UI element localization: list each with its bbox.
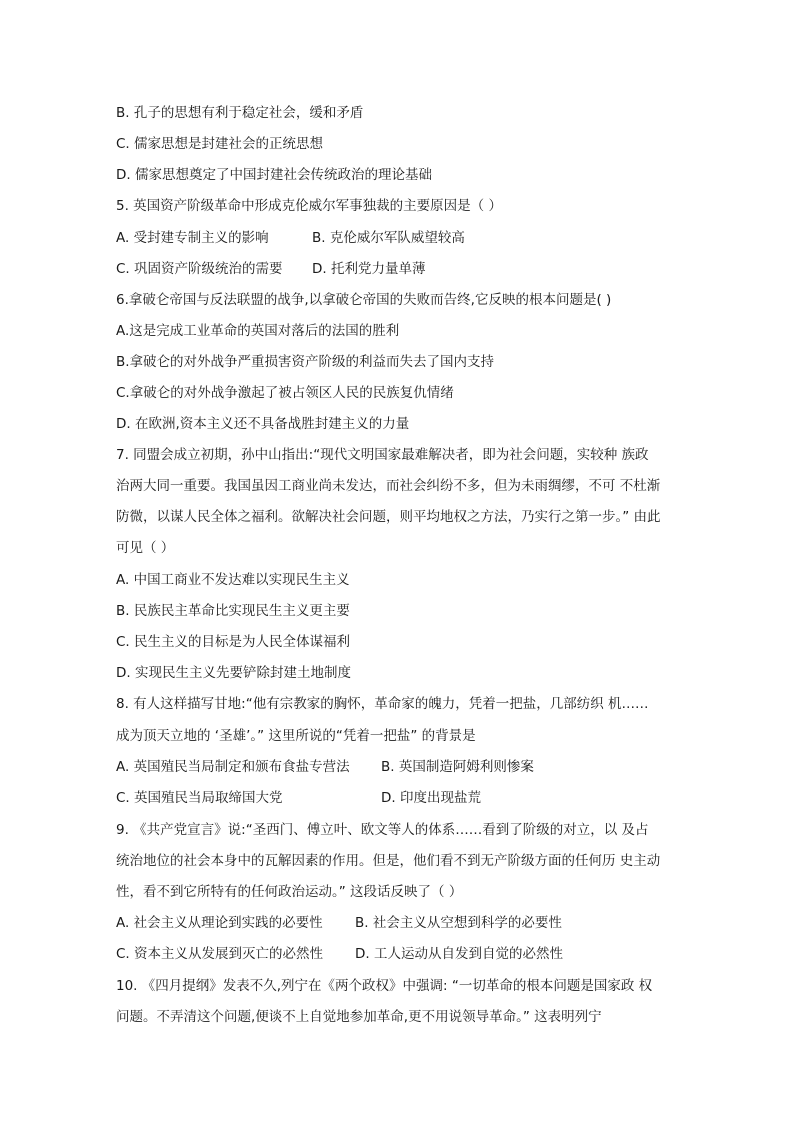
q9-option-c: C. 资本主义从发展到灭亡的必然性 (116, 946, 324, 962)
question-8-stem-line-2: 成为顶天立地的 ‘圣雄’。” 这里所说的“凭着一把盐” 的背景是 (116, 728, 476, 744)
question-5-stem: 5. 英国资产阶级革命中形成克伦威尔军事独裁的主要原因是（ ） (116, 198, 502, 214)
q5-option-b: B. 克伦威尔军队威望较高 (312, 230, 465, 246)
question-7-stem-line-3: 防微，以谋人民全体之福利。欲解决社会问题，则平均地权之方法，乃实行之第一步。” 由此 (116, 509, 661, 525)
question-9-stem-line-3: 性，看不到它所特有的任何政治运动。” 这段话反映了（ ） (116, 884, 463, 900)
question-8-stem-line-1: 8. 有人这样描写甘地:“他有宗教家的胸怀，革命家的魄力，凭着一把盐，几部纺织 机…… (116, 696, 649, 712)
q6-option-a: A.这是完成工业革命的英国对落后的法国的胜利 (116, 323, 400, 339)
q8-option-c: C. 英国殖民当局取缔国大党 (116, 790, 283, 806)
q4-option-c: C. 儒家思想是封建社会的正统思想 (116, 136, 324, 152)
q7-option-c: C. 民生主义的目标是为人民全体谋福利 (116, 634, 351, 650)
q8-option-d: D. 印度出现盐荒 (381, 790, 481, 806)
question-10-stem-line-1: 10. 《四月提纲》发表不久,列宁在《两个政权》中强调: “一切革命的根本问题是国家政 权 (116, 978, 653, 994)
q5-option-a: A. 受封建专制主义的影响 (116, 230, 269, 246)
question-7-stem-line-4: 可见（ ） (116, 540, 175, 556)
q8-option-b: B. 英国制造阿姆利则惨案 (381, 759, 534, 775)
question-7-stem-line-1: 7. 同盟会成立初期，孙中山指出:“现代文明国家最难解决者，即为社会问题，实较种 族政 (116, 447, 649, 463)
q6-option-d: D. 在欧洲,资本主义还不具备战胜封建主义的力量 (116, 416, 410, 432)
question-7-stem-line-2: 治两大同一重要。我国虽因工商业尚未发达，而社会纠纷不多，但为未雨绸缪，不可 不杜渐 (116, 478, 661, 494)
q5-option-c: C. 巩固资产阶级统治的需要 (116, 261, 283, 277)
q7-option-b: B. 民族民主革命比实现民生主义更主要 (116, 603, 350, 619)
q6-option-b: B.拿破仑的对外战争严重损害资产阶级的利益而失去了国内支持 (116, 354, 495, 370)
q9-option-d: D. 工人运动从自发到自觉的必然性 (355, 946, 563, 962)
q7-option-d: D. 实现民生主义先要铲除封建土地制度 (116, 665, 351, 681)
q9-option-b: B. 社会主义从空想到科学的必要性 (355, 915, 562, 931)
question-9-stem-line-1: 9. 《共产党宣言》说:“圣西门、傅立叶、欧文等人的体系……看到了阶级的对立，以 及占 (116, 822, 649, 838)
q5-option-d: D. 托利党力量单薄 (312, 261, 426, 277)
q9-option-a: A. 社会主义从理论到实践的必要性 (116, 915, 323, 931)
question-10-stem-line-2: 问题。不弄清这个问题,便谈不上自觉地参加革命,更不用说领导革命。” 这表明列宁 (116, 1009, 602, 1025)
q6-option-c: C.拿破仑的对外战争激起了被占领区人民的民族复仇情绪 (116, 385, 454, 401)
q4-option-d: D. 儒家思想奠定了中国封建社会传统政治的理论基础 (116, 167, 432, 183)
question-6-stem: 6.拿破仑帝国与反法联盟的战争,以拿破仑帝国的失败而告终,它反映的根本问题是( ) (116, 292, 612, 308)
q4-option-b: B. 孔子的思想有利于稳定社会，缓和矛盾 (116, 105, 364, 121)
q7-option-a: A. 中国工商业不发达难以实现民生主义 (116, 572, 350, 588)
question-9-stem-line-2: 统治地位的社会本身中的瓦解因素的作用。但是，他们看不到无产阶级方面的任何历 史主动 (116, 853, 661, 869)
q8-option-a: A. 英国殖民当局制定和颁布食盐专营法 (116, 759, 350, 775)
